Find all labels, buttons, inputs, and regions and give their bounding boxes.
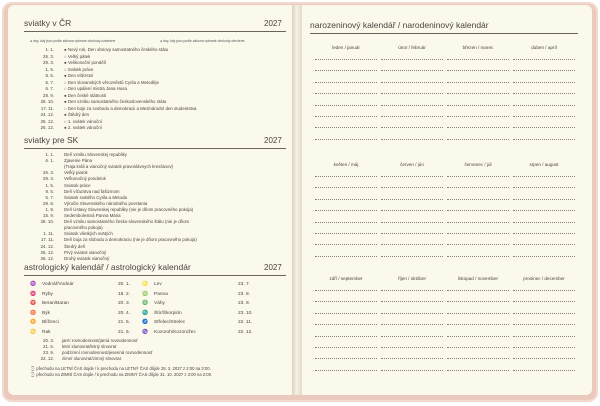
holiday-date: 1. 9. <box>45 206 54 212</box>
zodiac-symbol-icon: ♓ <box>30 291 36 297</box>
birthday-entry-line <box>315 127 377 128</box>
holiday-date: 28. 9. <box>43 92 54 98</box>
holiday-name: Veľkonočný pondelok <box>64 176 106 182</box>
birthday-entry-line <box>447 127 509 128</box>
birthday-entry-line <box>513 301 575 302</box>
holiday-date: 26. 12. <box>40 125 54 130</box>
birthday-entry-line <box>381 313 443 314</box>
holiday-date: 26. 3. <box>43 170 54 176</box>
equinox-date: 21. 6. <box>43 344 54 349</box>
birthday-entry-line <box>315 313 377 314</box>
birthday-entry-line <box>381 105 443 106</box>
birthday-entry-line <box>315 347 377 348</box>
holiday-name: ○ Velký pátek <box>64 53 91 59</box>
page-gutter <box>292 5 302 395</box>
birthday-entry-line <box>513 256 575 257</box>
holiday-date: 1. 5. <box>45 182 54 188</box>
birthday-entry-line <box>513 324 575 325</box>
zodiac-name: Rak <box>42 330 51 335</box>
birthday-entry-line <box>447 93 509 94</box>
dst-summer-note: ⌚ přechodu na LETNÍ ČAS dojde / k prechodu na LETNÝ ČAS dôjde 28. 3. 2027 z 2:00 na 3:00. <box>30 366 211 371</box>
birthday-entry-line <box>513 176 575 177</box>
birthday-entry-line <box>447 244 509 245</box>
sk-title-rule <box>24 148 286 149</box>
sk-holidays-year: 2027 <box>264 136 282 145</box>
holiday-name: ● Den vzniku samostatného československého státu <box>64 99 167 104</box>
birthday-entry-line <box>381 82 443 83</box>
birthday-calendar-title: narozeninový kalendář / narodeninový kalendár <box>310 20 489 30</box>
birthday-entry-line <box>315 176 377 177</box>
birthday-entry-line <box>315 222 377 223</box>
holiday-name: (Traja králi a vianočný sviatok pravoslávnych kresťanov) <box>64 164 174 170</box>
zodiac-name: Ryby <box>42 291 53 297</box>
holiday-name: Druhý sviatok vianočný <box>64 255 110 261</box>
zodiac-name: Beran/Baran <box>42 301 69 307</box>
cz-legend-closed: ● dny, kdy jsou podle zákona vybrané obchody uzavřené <box>30 39 116 43</box>
month-label: červenec / júl <box>464 162 492 167</box>
birthday-entry-line <box>513 313 575 314</box>
zodiac-row <box>30 282 260 289</box>
birthday-entry-line <box>513 290 575 291</box>
birthday-entry-line <box>513 70 575 71</box>
holiday-date: 1. 1. <box>45 152 54 157</box>
holiday-date: 8. 5. <box>45 73 54 78</box>
zodiac-symbol-icon: ♒ <box>30 282 36 287</box>
birthday-entry-line <box>381 127 443 128</box>
holiday-date: 1. 11. <box>43 231 54 237</box>
zodiac-date: 21. 6. <box>118 330 131 335</box>
holiday-date: 1. 1. <box>45 47 54 52</box>
holiday-name: Veľký piatok <box>64 170 88 176</box>
birthday-entry-line <box>447 301 509 302</box>
holiday-date: 24. 12. <box>40 112 54 117</box>
birthday-entry-line <box>513 336 575 337</box>
birthday-entry-line <box>315 233 377 234</box>
zodiac-symbol-icon: ♈ <box>30 301 36 307</box>
birthday-entry-line <box>513 244 575 245</box>
zodiac-date: 21. 5. <box>118 320 131 326</box>
birthday-entry-line <box>315 301 377 302</box>
birthday-entry-line <box>315 290 377 291</box>
astro-title-rule <box>24 275 286 276</box>
month-label: prosinec / december <box>523 276 565 281</box>
holiday-date: 29. 8. <box>43 200 54 206</box>
birthday-title-rule <box>310 33 578 34</box>
zodiac-date: 23. 10. <box>238 310 253 316</box>
holiday-name: Deň Ústavy Slovenskej republiky (nie je dňom pracovného pokoja) <box>64 206 194 212</box>
zodiac-date: 20. 3. <box>118 301 131 307</box>
month-label: únor / február <box>398 45 426 50</box>
birthday-entry-line <box>381 93 443 94</box>
holiday-name: Sedembolestná Panna Mária <box>64 213 121 218</box>
birthday-entry-line <box>447 347 509 348</box>
birthday-entry-line <box>513 139 575 140</box>
birthday-entry-line <box>315 105 377 106</box>
holiday-date: 28. 10. <box>40 99 54 104</box>
zodiac-row <box>30 320 260 327</box>
birthday-entry-line <box>513 358 575 359</box>
holiday-name: Výročie Slovenského národného povstania <box>64 200 148 206</box>
cz-title-rule <box>24 31 286 32</box>
holiday-name: Deň boja za slobodu a demokraciu (nie je dňom pracovného pokoja) <box>64 237 197 243</box>
birthday-entry-line <box>447 199 509 200</box>
sk-holidays-title: sviatky pre SK <box>24 135 79 145</box>
zodiac-symbol-icon: ♊ <box>30 320 36 326</box>
dst-winter-note: ⌚ přechodu na ZIMNÍ ČAS dojde / k prechodu na ZIMNÝ ČAS dôjde 31. 10. 2027 z 3:00 na 2:00. <box>30 372 213 377</box>
holiday-name: ○ Den upálení mistra Jana Husa <box>64 86 127 91</box>
holiday-name: Prvý sviatok vianočný <box>64 249 107 255</box>
month-label: říjen / október <box>397 276 427 281</box>
zodiac-symbol-icon: ♌ <box>142 282 148 287</box>
month-label: květen / máj <box>333 162 359 167</box>
holiday-date: 26. 3. <box>43 53 54 59</box>
birthday-entry-line <box>513 127 575 128</box>
birthday-entry-line <box>381 358 443 359</box>
birthday-entry-line <box>447 233 509 234</box>
zodiac-symbol-icon: ♍ <box>142 291 148 297</box>
zodiac-name: Panna <box>154 291 168 297</box>
birthday-entry-line <box>447 105 509 106</box>
birthday-entry-line <box>447 70 509 71</box>
zodiac-symbol-icon: ♋ <box>30 330 36 335</box>
zodiac-symbol-icon: ♉ <box>30 310 36 316</box>
zodiac-symbol-icon: ♏ <box>142 310 148 316</box>
holiday-date: 15. 9. <box>43 213 54 218</box>
birthday-entry-line <box>447 59 509 60</box>
holiday-date: 29. 3. <box>43 176 54 182</box>
birthday-entry-line <box>381 222 443 223</box>
equinox-date: 23. 9. <box>43 350 54 355</box>
birthday-entry-line <box>381 139 443 140</box>
holiday-name: Sviatok práce <box>64 182 91 188</box>
zodiac-name: Váhy <box>154 301 165 307</box>
holiday-date: 24. 12. <box>40 243 54 249</box>
birthday-entry-line <box>447 139 509 140</box>
birthday-entry-line <box>315 336 377 337</box>
birthday-entry-line <box>315 358 377 359</box>
birthday-entry-line <box>381 210 443 211</box>
equinox-label: podzimní rovnodennost/jesenná rovnodennosť <box>62 350 153 355</box>
birthday-entry-line <box>381 256 443 257</box>
holiday-date: 28. 10. <box>40 219 54 225</box>
month-label: srpen / august <box>529 162 559 167</box>
birthday-entry-line <box>315 139 377 140</box>
month-label: listopad / november <box>457 276 499 281</box>
month-label: duben / apríl <box>531 45 557 50</box>
zodiac-name: Býk <box>42 310 50 316</box>
holiday-name: Sviatok všetkých svätých <box>64 231 113 237</box>
birthday-entry-line <box>513 59 575 60</box>
holiday-name: pracovného pokoja) <box>64 225 103 231</box>
equinox-label: jarní rovnodennost/jarná rovnodennosť <box>62 338 138 343</box>
holiday-name: Zjavenie Pána <box>64 158 93 164</box>
holiday-name: Sviatok svätého Cyrila a Metoda <box>64 194 127 200</box>
cz-holidays-year: 2027 <box>264 19 282 28</box>
equinox-label: zimní slunovrat/zimný slnovrat <box>62 356 121 361</box>
birthday-entry-line <box>315 244 377 245</box>
birthday-entry-line <box>315 256 377 257</box>
birthday-entry-line <box>513 199 575 200</box>
birthday-entry-line <box>381 233 443 234</box>
birthday-entry-line <box>381 370 443 371</box>
holiday-name: ● 2. svátek vánoční <box>64 125 103 130</box>
birthday-entry-line <box>513 116 575 117</box>
birthday-entry-line <box>447 324 509 325</box>
cz-legend-open: ● dny, kdy jsou podle zákona vybrané obchody otevřené <box>160 39 245 43</box>
holiday-date: 6. 1. <box>45 158 54 164</box>
birthday-entry-line <box>513 93 575 94</box>
holiday-name: ● Štědrý den <box>64 112 90 117</box>
month-label: září / september <box>329 276 363 281</box>
zodiac-row <box>30 301 260 308</box>
holiday-date: 1. 5. <box>45 66 54 72</box>
month-label: červen / jún <box>400 162 424 167</box>
equinox-date: 22. 12. <box>40 356 54 361</box>
birthday-entry-line <box>315 210 377 211</box>
birthday-entry-line <box>513 347 575 348</box>
holiday-name: ● Den české státnosti <box>64 92 107 98</box>
holiday-name: ○ Den slovanských věrozvěstů Cyrila a Metoděje <box>64 79 159 85</box>
birthday-entry-line <box>381 336 443 337</box>
zodiac-name: Vodnář/Vodnár <box>42 282 74 287</box>
birthday-entry-line <box>513 210 575 211</box>
birthday-entry-line <box>447 336 509 337</box>
zodiac-date: 23. 8. <box>238 291 251 297</box>
birthday-entry-line <box>315 116 377 117</box>
holiday-date: 5. 7. <box>45 194 54 200</box>
zodiac-name: Blíženci <box>42 320 59 326</box>
birthday-entry-line <box>447 116 509 117</box>
birthday-entry-line <box>513 187 575 188</box>
birthday-entry-line <box>315 59 377 60</box>
birthday-entry-line <box>447 187 509 188</box>
zodiac-name: Štír/Škorpión <box>154 310 182 316</box>
birthday-entry-line <box>381 59 443 60</box>
month-label: březen / marec <box>462 45 494 50</box>
holiday-name: ● Nový rok, Den obnovy samostatného českého státu <box>64 47 169 52</box>
birthday-entry-line <box>315 82 377 83</box>
birthday-entry-line <box>447 210 509 211</box>
zodiac-date: 23. 7. <box>238 282 251 287</box>
birthday-entry-line <box>447 176 509 177</box>
zodiac-symbol-icon: ♎ <box>142 301 148 307</box>
birthday-entry-line <box>447 256 509 257</box>
astro-title: astrologický kalendář / astrologický kalendár <box>24 262 191 272</box>
zodiac-symbol-icon: ♐ <box>142 320 148 326</box>
birthday-entry-line <box>381 187 443 188</box>
birthday-entry-line <box>381 70 443 71</box>
zodiac-row <box>30 311 260 318</box>
birthday-entry-line <box>447 370 509 371</box>
zodiac-name: Střelec/Strelec <box>154 320 186 326</box>
birthday-entry-line <box>315 199 377 200</box>
birthday-entry-line <box>447 222 509 223</box>
zodiac-symbol-icon: ♑ <box>142 330 148 335</box>
zodiac-date: 18. 2. <box>118 291 131 297</box>
astro-year: 2027 <box>264 263 282 272</box>
zodiac-date: 20. 4. <box>118 310 131 316</box>
birthday-entry-line <box>447 290 509 291</box>
birthday-entry-line <box>381 290 443 291</box>
birthday-entry-line <box>315 324 377 325</box>
holiday-date: 29. 3. <box>43 60 54 65</box>
holiday-name: ○ Svátek práce <box>64 66 94 72</box>
zodiac-date: 20. 1. <box>118 282 131 287</box>
holiday-date: 8. 5. <box>45 188 54 194</box>
zodiac-row <box>30 330 260 337</box>
zodiac-name: Kozoroh/Kozorožec <box>154 330 196 335</box>
birthday-entry-line <box>513 370 575 371</box>
birthday-entry-line <box>513 222 575 223</box>
holiday-date: 25. 12. <box>40 249 54 255</box>
birthday-entry-line <box>513 82 575 83</box>
zodiac-date: 22. 11. <box>238 320 253 326</box>
holiday-date: 5. 7. <box>45 79 54 85</box>
holiday-date: 17. 11. <box>40 105 54 111</box>
holiday-date: 17. 11. <box>40 237 54 243</box>
zodiac-name: Lev <box>154 282 162 287</box>
holiday-date: 26. 12. <box>40 255 54 261</box>
holiday-name: Deň vzniku samostatného česko-slovenského štátu (nie je dňom <box>64 219 190 225</box>
zodiac-row <box>30 292 260 299</box>
birthday-entry-line <box>315 70 377 71</box>
holiday-name: ● Den vítězství <box>64 73 94 78</box>
birthday-entry-line <box>381 176 443 177</box>
birthday-entry-line <box>315 93 377 94</box>
zodiac-date: 23. 9. <box>238 301 251 307</box>
birthday-entry-line <box>381 199 443 200</box>
birthday-entry-line <box>447 313 509 314</box>
holiday-name: Deň víťazstva nad fašizmom <box>64 188 120 194</box>
birthday-entry-line <box>381 324 443 325</box>
birthday-entry-line <box>381 116 443 117</box>
holiday-date: 25. 12. <box>40 118 54 124</box>
equinox-date: 20. 3. <box>43 338 54 343</box>
holiday-name: Štedrý deň <box>64 243 86 249</box>
birthday-entry-line <box>381 301 443 302</box>
cz-holidays-title: sviatky v ČR <box>24 18 72 28</box>
zodiac-date: 22. 12. <box>238 330 253 335</box>
birthday-entry-line <box>381 244 443 245</box>
month-label: leden / január <box>332 45 360 50</box>
holiday-name: ● Velikonoční pondělí <box>64 60 106 65</box>
holiday-name: Deň vzniku Slovenskej republiky <box>64 152 127 157</box>
birthday-entry-line <box>447 82 509 83</box>
birthday-entry-line <box>381 347 443 348</box>
birthday-entry-line <box>447 358 509 359</box>
equinox-label: letní slunovrat/letný slnovrat <box>62 344 117 349</box>
holiday-date: 6. 7. <box>45 86 54 91</box>
holiday-name: ○ 1. svátek vánoční <box>64 118 103 124</box>
holiday-name: ○ Den boje za svobodu a demokracii a Mezinárodní den studentstva <box>64 105 197 111</box>
birthday-entry-line <box>513 105 575 106</box>
birthday-entry-line <box>315 370 377 371</box>
birthday-entry-line <box>315 187 377 188</box>
birthday-entry-line <box>513 233 575 234</box>
